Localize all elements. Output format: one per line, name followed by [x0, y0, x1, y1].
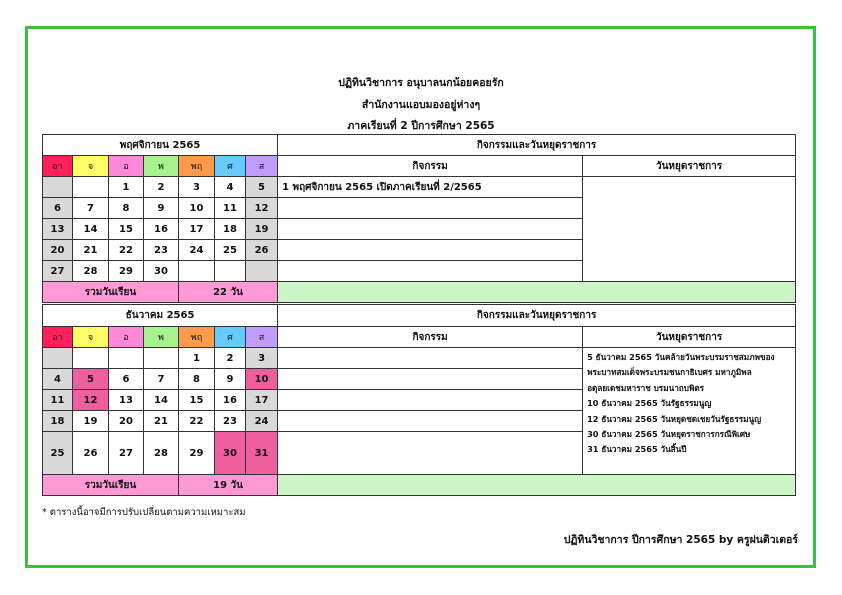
day-cell: 18 — [43, 411, 73, 432]
day-cell: 24 — [246, 411, 278, 432]
weekday-fri: ศ — [215, 327, 246, 348]
day-cell: 14 — [144, 390, 179, 411]
day-cell — [73, 348, 109, 369]
day-cell: 13 — [43, 219, 73, 240]
office-title: สำนักงานแอบมองอยู่ห่างๆ — [361, 99, 481, 111]
month-title: ธันวาคม 2565 — [43, 305, 278, 327]
day-cell: 16 — [144, 219, 179, 240]
activity-cell — [278, 432, 583, 475]
school-days-count: 19 วัน — [179, 475, 278, 496]
weekday-tue: อ — [109, 327, 144, 348]
day-cell: 2 — [144, 177, 179, 198]
holiday-day-cell: 31 — [246, 432, 278, 475]
school-days-label: รวมวันเรียน — [43, 475, 179, 496]
footnote: * ตารางนี้อาจมีการปรับเปลี่ยนตามความเหมาะสม — [42, 507, 246, 518]
day-cell: 13 — [109, 390, 144, 411]
day-cell — [144, 348, 179, 369]
day-cell: 8 — [179, 369, 215, 390]
day-cell: 15 — [109, 219, 144, 240]
activity-cell — [278, 369, 583, 390]
weekday-sun: อา — [43, 156, 73, 177]
day-cell: 4 — [215, 177, 246, 198]
weekday-thu: พฤ — [179, 327, 215, 348]
weekday-mon: จ — [73, 327, 109, 348]
summary-bar — [278, 475, 796, 496]
activity-cell — [278, 219, 583, 240]
summary-bar — [278, 282, 796, 303]
holiday-line: 12 ธันวาคม 2565 วันหยุดชดเชยวันรัฐธรรมนูญ — [587, 413, 762, 424]
day-cell: 1 — [109, 177, 144, 198]
day-cell: 27 — [109, 432, 144, 475]
day-cell: 7 — [73, 198, 109, 219]
day-cell: 25 — [215, 240, 246, 261]
day-cell: 23 — [215, 411, 246, 432]
day-cell: 23 — [144, 240, 179, 261]
day-cell: 11 — [43, 390, 73, 411]
day-cell — [73, 177, 109, 198]
activity-header: กิจกรรมและวันหยุดราชการ — [278, 135, 796, 156]
holiday-day-cell: 10 — [246, 369, 278, 390]
day-cell: 3 — [246, 348, 278, 369]
day-cell: 8 — [109, 198, 144, 219]
day-cell: 3 — [179, 177, 215, 198]
day-cell: 17 — [246, 390, 278, 411]
day-cell: 26 — [73, 432, 109, 475]
school-title: ปฏิทินวิชาการ อนุบาลนกน้อยคอยรัก — [338, 77, 504, 89]
activity-column-header: กิจกรรม — [278, 156, 583, 177]
day-cell — [179, 261, 215, 282]
weekday-wed: พ — [144, 156, 179, 177]
weekday-thu: พฤ — [179, 156, 215, 177]
activity-column-header: กิจกรรม — [278, 327, 583, 348]
weekday-sun: อา — [43, 327, 73, 348]
day-cell: 30 — [144, 261, 179, 282]
day-cell: 14 — [73, 219, 109, 240]
day-cell: 28 — [144, 432, 179, 475]
day-cell: 26 — [246, 240, 278, 261]
holiday-column-header: วันหยุดราชการ — [583, 327, 796, 348]
day-cell: 5 — [246, 177, 278, 198]
holiday-line: 30 ธันวาคม 2565 วันหยุดราชการกรณีพิเศษ — [587, 429, 751, 440]
weekday-tue: อ — [109, 156, 144, 177]
day-cell: 21 — [144, 411, 179, 432]
holiday-line: อดุลยเดชมหาราช บรมนาถบพิตร — [587, 382, 705, 393]
day-cell — [43, 348, 73, 369]
day-cell — [109, 348, 144, 369]
holiday-day-cell: 12 — [73, 390, 109, 411]
day-cell: 19 — [246, 219, 278, 240]
day-cell: 22 — [109, 240, 144, 261]
holiday-day-cell: 5 — [73, 369, 109, 390]
day-cell: 6 — [43, 198, 73, 219]
holiday-line: 5 ธันวาคม 2565 วันคล้ายวันพระบรมราชสมภพของ — [587, 352, 775, 362]
day-cell — [215, 261, 246, 282]
month-title: พฤศจิกายน 2565 — [43, 135, 278, 156]
activity-cell: 1 พฤศจิกายน 2565 เปิดภาคเรียนที่ 2/2565 — [278, 177, 583, 198]
activity-cell — [278, 261, 583, 282]
day-cell: 21 — [73, 240, 109, 261]
december-table — [42, 304, 796, 496]
day-cell: 9 — [215, 369, 246, 390]
footer-credit: ปฏิทินวิชาการ ปีการศึกษา 2565 by ครูฝนติวเตอร์ — [563, 534, 798, 546]
day-cell: 16 — [215, 390, 246, 411]
holiday-line: 10 ธันวาคม 2565 วันรัฐธรรมนูญ — [587, 398, 712, 409]
day-cell: 22 — [179, 411, 215, 432]
holiday-line: 31 ธันวาคม 2565 วันสิ้นปี — [587, 444, 687, 455]
day-cell: 24 — [179, 240, 215, 261]
holiday-column-header: วันหยุดราชการ — [583, 156, 796, 177]
weekday-wed: พ — [144, 327, 179, 348]
activity-cell — [278, 411, 583, 432]
school-days-count: 22 วัน — [179, 282, 278, 303]
day-cell: 11 — [215, 198, 246, 219]
november-table — [42, 134, 796, 303]
day-cell — [43, 177, 73, 198]
weekday-mon: จ — [73, 156, 109, 177]
day-cell — [246, 261, 278, 282]
weekday-fri: ศ — [215, 156, 246, 177]
day-cell: 12 — [246, 198, 278, 219]
day-cell: 20 — [43, 240, 73, 261]
weekday-sat: ส — [246, 327, 278, 348]
day-cell: 20 — [109, 411, 144, 432]
holiday-list — [583, 348, 796, 475]
holiday-day-cell: 30 — [215, 432, 246, 475]
activity-header: กิจกรรมและวันหยุดราชการ — [278, 305, 796, 327]
day-cell: 2 — [215, 348, 246, 369]
school-days-label: รวมวันเรียน — [43, 282, 179, 303]
day-cell: 25 — [43, 432, 73, 475]
day-cell: 9 — [144, 198, 179, 219]
day-cell: 19 — [73, 411, 109, 432]
day-cell: 7 — [144, 369, 179, 390]
day-cell: 29 — [179, 432, 215, 475]
semester-title: ภาคเรียนที่ 2 ปีการศึกษา 2565 — [347, 120, 495, 132]
day-cell: 6 — [109, 369, 144, 390]
activity-cell — [278, 390, 583, 411]
day-cell: 18 — [215, 219, 246, 240]
day-cell: 15 — [179, 390, 215, 411]
holiday-cell — [583, 177, 796, 282]
activity-cell — [278, 348, 583, 369]
day-cell: 17 — [179, 219, 215, 240]
day-cell: 28 — [73, 261, 109, 282]
day-cell: 10 — [179, 198, 215, 219]
day-cell: 27 — [43, 261, 73, 282]
activity-cell — [278, 198, 583, 219]
weekday-sat: ส — [246, 156, 278, 177]
day-cell: 4 — [43, 369, 73, 390]
day-cell: 1 — [179, 348, 215, 369]
day-cell: 29 — [109, 261, 144, 282]
activity-cell — [278, 240, 583, 261]
holiday-line: พระบาทสมเด็จพระบรมชนกาธิเบศร มหาภูมิพล — [587, 367, 752, 378]
